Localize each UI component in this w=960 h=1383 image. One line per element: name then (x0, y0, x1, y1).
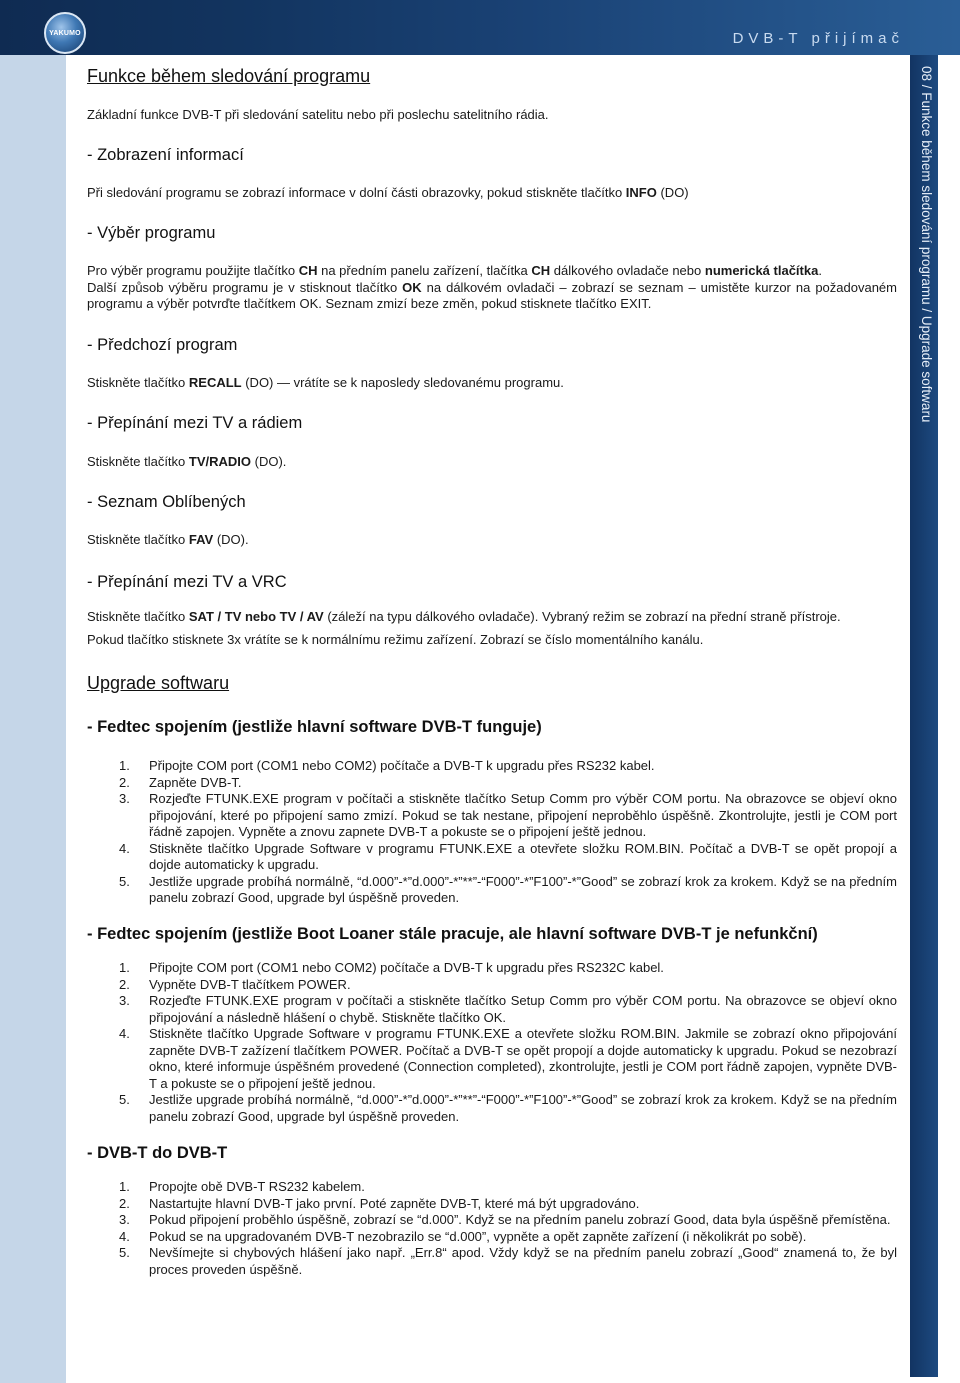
list-item-text: Nastartujte hlavní DVB-T jako první. Poté zapněte DVB-T, které má být upgradováno. (149, 1195, 640, 1211)
list-item-text: Rozjeďte FTUNK.EXE program v počítači a stiskněte tlačítko Setup Comm pro výběr COM portu. Na obrazovce se objeví okno připojování, které po připojení samo zmizí. Pokud se tak nestane, připojení neproběhlo úspěšně. Zkontrolujte, jestli je COM port řádně zapojen. Vypněte a znovu zapnete DVB-T a pokuste se o připojení ještě jednou. (149, 791, 897, 839)
heading-tv-vrc: - Přepínání mezi TV a VRC (87, 573, 287, 591)
list-item (87, 758, 897, 775)
left-decorative-band (0, 0, 66, 1383)
list-item-number: 3. (119, 993, 130, 1008)
list-item-text: Připojte COM port (COM1 nebo COM2) počítače a DVB-T k upgradu přes RS232 kabel. (149, 758, 655, 773)
heading-tv-radio: - Přepínání mezi TV a rádiem (87, 414, 303, 432)
tv-vrc-text: Stiskněte tlačítko SAT / TV nebo TV / AV (záleží na typu dálkového ovladače). Vybraný režim se zobrazí na přední straně přístroje. (87, 609, 841, 624)
dvbt-steps-list (87, 1179, 897, 1278)
list-item-text: Připojte COM port (COM1 nebo COM2) počítače a DVB-T k upgradu přes RS232C kabel. (149, 960, 664, 975)
list-item-number: 1. (119, 1179, 130, 1194)
list-item (87, 977, 897, 994)
list-item-text: Pokud se na upgradovaném DVB-T nezobrazilo se “d.000”, vypněte a opět zapněte zařízení (i několikrát po sobě). (149, 1228, 807, 1244)
list-item-number: 5. (119, 873, 130, 889)
logo-text: YAKUMO (49, 29, 81, 37)
list-item-number: 1. (119, 960, 130, 975)
list-item-text: Propojte obě DVB-T RS232 kabelem. (149, 1179, 365, 1194)
bootloader-steps-list (87, 960, 897, 1125)
list-item (87, 841, 897, 874)
heading-favorites: - Seznam Oblíbených (87, 493, 246, 511)
list-item (87, 1212, 897, 1229)
list-item (87, 993, 897, 1026)
list-item-text: Vypněte DVB-T tlačítkem POWER. (149, 976, 351, 992)
list-item (87, 1179, 897, 1196)
recall-text: Stiskněte tlačítko RECALL (DO) — vrátíte se k naposledy sledovanému programu. (87, 375, 564, 390)
list-item (87, 960, 897, 977)
list-item (87, 1026, 897, 1092)
list-item-number: 2. (119, 774, 130, 790)
section-title-upgrade: Upgrade softwaru (87, 673, 230, 693)
list-item (87, 1245, 897, 1278)
list-item-text: Jestliže upgrade probíhá normálně, “d.000”-*”d.000”-*”**”-“F000”-*”F100”-*”Good” se zobrazí krok za krokem. Když se na předním panelu zobrazí Good, upgrade byl úspěšně proveden. (149, 873, 897, 905)
favorites-text: Stiskněte tlačítko FAV (DO). (87, 532, 249, 547)
info-text: Při sledování programu se zobrazí informace v dolní části obrazovky, pokud stiskněte tlačítko INFO (DO) (87, 185, 689, 200)
list-item-number: 4. (119, 1026, 130, 1041)
list-item-text: Jestliže upgrade probíhá normálně, “d.000”-*”d.000”-*”**”-“F000”-*”F100”-*”Good” se zobrazí krok za krokem. Když se na předním panelu zobrazí Good, upgrade byl úspěšně proveden. (149, 1092, 897, 1124)
intro-text: Základní funkce DVB-T při sledování satelitu nebo při poslechu satelitního rádia. (87, 107, 549, 122)
list-item (87, 775, 897, 792)
upgrade-steps-list (87, 758, 897, 907)
list-item-number: 4. (119, 1228, 130, 1244)
list-item-number: 3. (119, 1212, 130, 1227)
list-item-text: Stiskněte tlačítko Upgrade Software v programu FTUNK.EXE a otevřete složku ROM.BIN. Počítač a DVB-T se opět propojí a dojde automaticky k upgradu. (149, 840, 897, 872)
tv-vrc-text-2: Pokud tlačítko stisknete 3x vrátíte se k normálnímu režimu zařízení. Zobrazí se číslo momentálního kanálu. (87, 632, 704, 647)
heading-info: - Zobrazení informací (87, 146, 244, 164)
list-item-text: Zapněte DVB-T. (149, 774, 242, 790)
list-item-text: Stiskněte tlačítko Upgrade Software v programu FTUNK.EXE a otevřete složku ROM.BIN. Jakmile se zobrazí okno připojování zapněte DVB-T zažízení tlačítkem POWER. Počítač a DVB-T se opět propojí a dojde automaticky k upgradu. Pokud se nezobrazí okno, které informuje úspěšném provedené (Connection completed), zkontrolujte, jestli je COM port řádně zapojen, vypněte DVB-T a pokuste se o připojení ještě jednou. (149, 1026, 897, 1091)
list-item-text: Rozjeďte FTUNK.EXE program v počítači a stiskněte tlačítko Setup Comm pro výběr COM portu. Na obrazovce se objeví okno připojování a následně hlášení o chybě. Stiskněte tlačítko OK. (149, 993, 897, 1025)
section-title-functions: Funkce během sledování programu (87, 66, 371, 86)
list-item-number: 2. (119, 1195, 130, 1211)
list-item (87, 791, 897, 841)
header-bar (0, 0, 960, 55)
list-item-number: 5. (119, 1245, 130, 1260)
list-item-number: 5. (119, 1092, 130, 1107)
tv-radio-text: Stiskněte tlačítko TV/RADIO (DO). (87, 454, 287, 469)
header-title: DVB-T přijímač (732, 30, 904, 47)
heading-previous-program: - Předchozí program (87, 336, 238, 354)
list-item (87, 1229, 897, 1246)
heading-fedtec-bootloader: - Fedtec spojením (jestliže Boot Loaner stále pracuje, ale hlavní software DVB-T je nefunkční) (87, 925, 818, 943)
list-item-number: 2. (119, 976, 130, 992)
side-chapter-label: 08 / Funkce během sledování programu / Upgrade softwaru (919, 66, 934, 423)
list-item (87, 874, 897, 907)
heading-fedtec-working: - Fedtec spojením (jestliže hlavní software DVB-T funguje) (87, 718, 542, 736)
list-item-number: 3. (119, 791, 130, 806)
list-item-number: 1. (119, 758, 130, 773)
list-item-text: Pokud připojení proběhlo úspěšně, zobrazí se “d.000”. Když se na předním panelu zobrazí Good, data byla úspěšně přemístěna. (149, 1212, 891, 1227)
heading-dvbt-to-dvbt: - DVB-T do DVB-T (87, 1144, 228, 1162)
program-select-text: Pro výběr programu použijte tlačítko CH na předním panelu zařízení, tlačítka CH dálkového ovladače nebo numerická tlačítka. Další způsob výběru programu je v stisknout tlačítko OK na dálkovém ovladači – zobrazí se seznam – umistěte kurzor na požadovaném programu a výběr potvrďte tlačítkem OK. Seznam zmizí beze změn, pokud stisknete tlačítko EXIT. (87, 263, 897, 311)
yakumo-logo (44, 12, 86, 54)
list-item (87, 1092, 897, 1125)
list-item (87, 1196, 897, 1213)
list-item-number: 4. (119, 840, 130, 856)
list-item-text: Nevšímejte si chybových hlášení jako např. „Err.8“ apod. Vždy když se na předním panelu zobrazí „Good“ znamená to, že byl proces proveden úspěšně. (149, 1245, 897, 1277)
heading-program-select: - Výběr programu (87, 224, 216, 242)
